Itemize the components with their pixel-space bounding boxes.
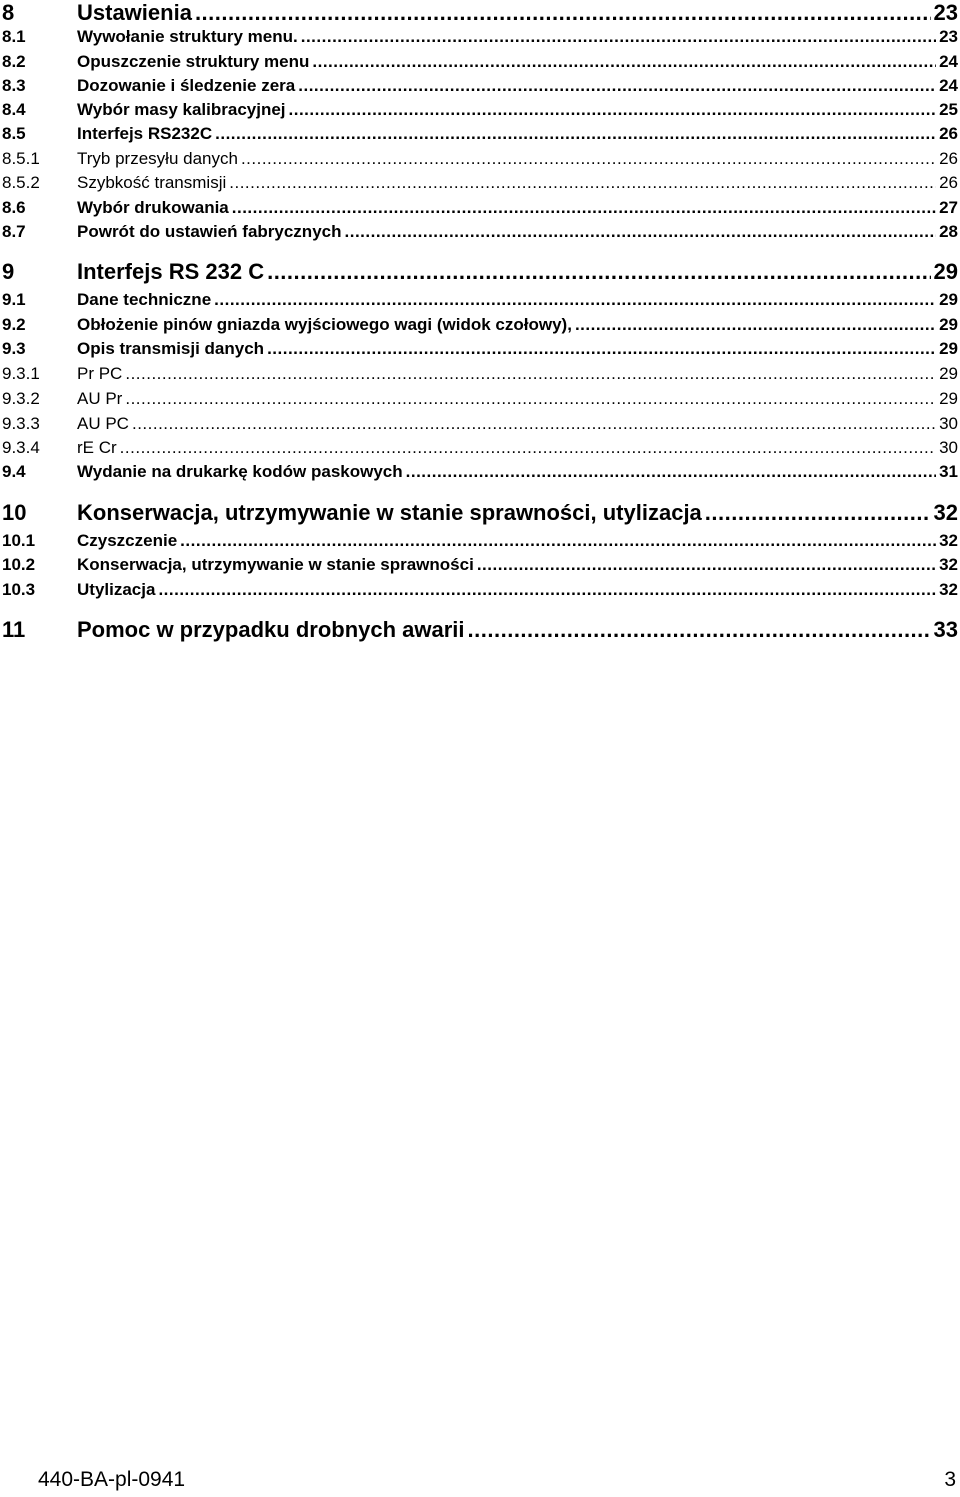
toc-dot-leader [232,198,936,218]
toc-entry-page: 24 [939,52,958,71]
toc-entry-title: Interfejs RS 232 C [77,259,265,284]
toc-dot-leader [298,76,936,96]
toc-dot-leader [301,27,936,47]
toc-entry-page: 29 [939,315,958,334]
toc-dot-leader [180,531,936,551]
toc-entry-page: 26 [939,173,958,192]
toc-entry-title: AU PC [77,414,129,433]
toc-dot-leader [158,580,936,600]
toc-entry-title: Opuszczenie struktury menu [77,52,310,71]
toc-entry-page: 26 [939,149,958,168]
toc-entry-title: Dane techniczne [77,290,212,309]
toc-dot-leader [345,222,937,242]
toc-dot-leader [215,124,936,144]
toc-entry-page: 28 [939,222,958,241]
toc-entry-title: Pomoc w przypadku drobnych awarii [77,617,465,642]
toc-entry[interactable] [0,100,960,120]
toc-entry-title: Utylizacja [77,580,156,599]
toc-entry-page: 32 [933,500,958,525]
toc-entry[interactable] [0,173,960,193]
toc-entry-number: 10.2 [2,555,36,574]
toc-entry-number: 9.1 [2,290,26,309]
toc-entry-title: Dozowanie i śledzenie zera [77,76,296,95]
toc-entry-title: Obłożenie pinów gniazda wyjściowego wagi (widok czołowy), [77,315,572,334]
toc-entry[interactable] [0,198,960,218]
toc-dot-leader [575,315,936,335]
toc-dot-leader [267,339,936,359]
toc-entry-page: 30 [939,414,958,433]
toc-entry-number: 8.1 [2,27,26,46]
toc-entry-number: 9.3 [2,339,26,358]
toc-entry-number: 8 [2,0,15,25]
toc-entry-title: Wybór drukowania [77,198,229,217]
toc-entry-title: Konserwacja, utrzymywanie w stanie sprawności, utylizacja [77,500,702,525]
toc-entry-title: Powrót do ustawień fabrycznych [77,222,342,241]
toc-entry-number: 8.5 [2,124,26,143]
toc-dot-leader [132,414,936,434]
toc-entry-page: 29 [933,259,958,284]
toc-entry-number: 11 [2,617,26,642]
toc-entry-page: 32 [939,531,958,550]
page-number: 3 [944,1468,956,1491]
toc-dot-leader [289,100,937,120]
toc-entry[interactable] [0,580,960,600]
toc-entry[interactable] [0,462,960,482]
toc-entry-title: Pr PC [77,364,123,383]
toc-entry[interactable] [0,389,960,409]
toc-entry-number: 10.3 [2,580,36,599]
toc-entry-number: 8.6 [2,198,26,217]
toc-entry-number: 9 [2,259,15,284]
toc-entry[interactable] [0,438,960,458]
toc-entry-number: 9.3.4 [2,438,40,457]
toc-entry[interactable] [0,315,960,335]
toc-entry-title: Wydanie na drukarkę kodów paskowych [77,462,403,481]
toc-entry-title: Tryb przesyłu danych [77,149,238,168]
toc-entry-title: Ustawienia [77,0,192,25]
toc-dot-leader [705,500,931,526]
toc-dot-leader [229,173,936,193]
toc-entry[interactable] [0,531,960,551]
toc-entry[interactable] [0,500,960,526]
toc-entry-number: 10 [2,500,27,525]
toc-entry-page: 29 [939,290,958,309]
toc-entry-title: Konserwacja, utrzymywanie w stanie sprawności [77,555,474,574]
toc-entry-page: 26 [939,124,958,143]
toc-entry[interactable] [0,339,960,359]
toc-entry-page: 23 [939,27,958,46]
toc-entry-number: 9.2 [2,315,26,334]
toc-entry[interactable] [0,290,960,310]
toc-entry-title: Wywołanie struktury menu. [77,27,298,46]
toc-entry-title: rE Cr [77,438,117,457]
toc-entry-title: Opis transmisji danych [77,339,265,358]
toc-entry[interactable] [0,364,960,384]
toc-entry[interactable] [0,555,960,575]
toc-dot-leader [406,462,936,482]
toc-entry-page: 33 [933,617,958,642]
toc-entry-number: 9.3.2 [2,389,40,408]
toc-entry-number: 8.2 [2,52,26,71]
toc-entry-number: 8.3 [2,76,26,95]
toc-dot-leader [267,259,930,285]
toc-entry-title: Szybkość transmisji [77,173,227,192]
page-footer [0,1468,960,1496]
toc-entry-page: 32 [939,580,958,599]
toc-entry-number: 8.7 [2,222,26,241]
toc-entry[interactable] [0,124,960,144]
toc-entry-page: 29 [939,364,958,383]
toc-dot-leader [195,0,931,26]
toc-entry[interactable] [0,76,960,96]
toc-entry-number: 9.4 [2,462,26,481]
toc-dot-leader [125,364,936,384]
toc-entry-page: 25 [939,100,958,119]
toc-entry-number: 9.3.3 [2,414,40,433]
document-id: 440-BA-pl-0941 [38,1468,186,1491]
toc-entry[interactable] [0,27,960,47]
toc-entry-page: 32 [939,555,958,574]
toc-entry-number: 8.5.1 [2,149,40,168]
toc-entry-page: 23 [933,0,958,25]
toc-entry-page: 27 [939,198,958,217]
toc-entry-page: 24 [939,76,958,95]
toc-dot-leader [241,149,936,169]
toc-dot-leader [477,555,936,575]
toc-entry-number: 8.5.2 [2,173,40,192]
toc-entry[interactable] [0,222,960,242]
toc-entry[interactable] [0,52,960,72]
toc-entry-number: 8.4 [2,100,26,119]
toc-dot-leader [125,389,936,409]
toc-entry-page: 29 [939,389,958,408]
toc-entry-title: Czyszczenie [77,531,178,550]
toc-entry[interactable] [0,414,960,434]
toc-entry-title: Interfejs RS232C [77,124,213,143]
toc-entry-number: 10.1 [2,531,36,550]
toc-entry[interactable] [0,149,960,169]
toc-entry-page: 29 [939,339,958,358]
toc-entry[interactable] [0,0,960,26]
toc-dot-leader [120,438,936,458]
toc-entry-number: 9.3.1 [2,364,40,383]
toc-entry-page: 31 [939,462,958,481]
toc-entry[interactable] [0,617,960,643]
toc-dot-leader [468,617,931,643]
toc-dot-leader [214,290,936,310]
toc-entry-title: Wybór masy kalibracyjnej [77,100,286,119]
toc-entry[interactable] [0,259,960,285]
toc-dot-leader [312,52,936,72]
toc-entry-page: 30 [939,438,958,457]
toc-entry-title: AU Pr [77,389,123,408]
